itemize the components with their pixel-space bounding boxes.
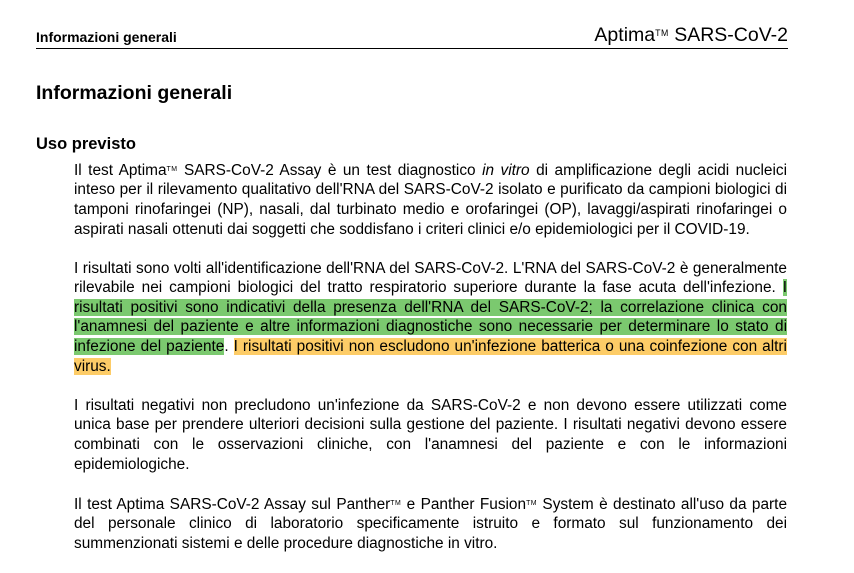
p4-trademark-2: TM xyxy=(526,499,538,507)
paragraph-3: I risultati negativi non precludono un'infezione da SARS-CoV-2 e non devono essere utilizzati come unica base per prendere ulteriori decisioni sulla gestione del paziente. I risultati negativi devono essere combinati con le osservazioni cliniche, con l'anamnesi del paziente e con le informazioni epidemiologiche. xyxy=(74,396,787,473)
paragraph-4 xyxy=(74,494,787,554)
p2-green-highlight: I risultati positivi sono indicativi della presenza dell'RNA del SARS-CoV-2; la correlazione clinica con l'anamnesi del paziente e altre informazioni diagnostiche sono necessarie per determinare lo stato di infezione del paziente xyxy=(74,279,787,356)
header-section-label: Informazioni generali xyxy=(36,29,177,45)
p1-trademark: TM xyxy=(166,166,178,173)
p4-text-c: System è destinato all'uso da parte del personale clinico di laboratorio specificamente istruito e formato sul funzionamento dei summenzionati sistemi e delle procedure diagnostiche in vitro. xyxy=(74,495,787,552)
header-brand: Aptima xyxy=(594,24,656,46)
p2-yellow-highlight: I risultati positivi non escludono un'infezione batterica o una coinfezione con altri virus. xyxy=(74,338,787,375)
p1-text-b: SARS-CoV-2 Assay è un test diagnostico xyxy=(177,161,483,179)
header-product-rest: SARS-CoV-2 xyxy=(668,24,788,46)
p2-separator: . xyxy=(224,338,234,356)
section-title: Informazioni generali xyxy=(36,82,233,104)
subsection-title: Uso previsto xyxy=(36,135,136,153)
p4-text-b: e Panther Fusion xyxy=(401,495,527,513)
p2-text-plain: I risultati sono volti all'identificazione dell'RNA del SARS-CoV-2. L'RNA del SARS-CoV-2 è generalmente rilevabile nei campioni biologici del tratto respiratorio superiore durante la fase acuta dell'infezione. xyxy=(74,259,787,297)
intended-use-body xyxy=(74,160,787,573)
p1-italic: in vitro xyxy=(482,161,530,179)
header-trademark: TM xyxy=(655,28,669,39)
p4-text-a: Il test Aptima SARS-CoV-2 Assay sul Panther xyxy=(74,495,391,513)
paragraph-1 xyxy=(74,160,787,239)
paragraph-2 xyxy=(74,259,787,377)
p1-text-c: di amplificazione degli acidi nucleici inteso per il rilevamento qualitativo dell'RNA del SARS-CoV-2 isolato e purificato da campioni biologici di tamponi rinofaringei (NP), nasali, dal turbinato medio e orofaringei (OP), lavaggi/aspirati rinofaringei o aspirati nasali ottenuti dai soggetti che soddisfano i criteri clinici e/o epidemiologici per il COVID-19. xyxy=(74,161,787,238)
page-header xyxy=(36,20,788,49)
p1-text-a: Il test Aptima xyxy=(74,161,167,179)
header-product-name xyxy=(594,24,788,47)
p4-trademark-1: TM xyxy=(390,499,402,507)
